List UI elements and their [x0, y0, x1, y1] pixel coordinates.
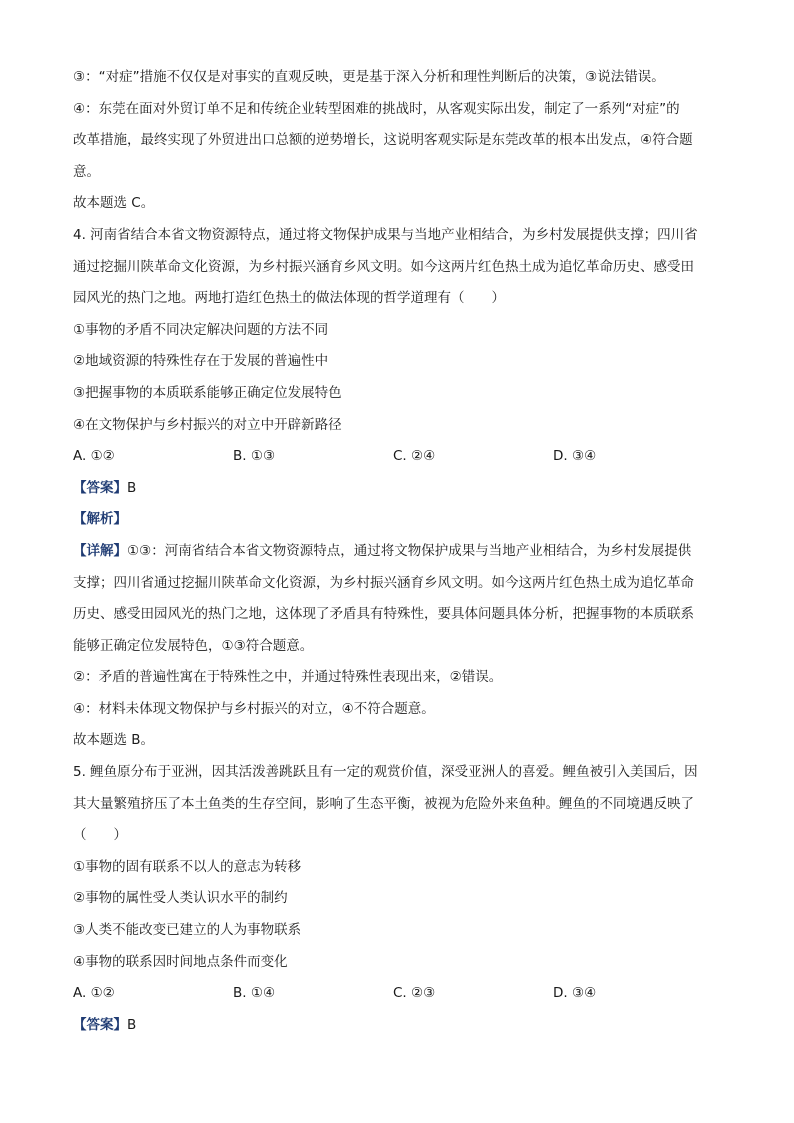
option-a: A. ①② [73, 448, 115, 465]
question-4-analysis [73, 504, 723, 536]
question-4-detail [73, 536, 723, 568]
question-4-statement: ①事物的矛盾不同决定解决问题的方法不同 [73, 321, 329, 338]
analysis-label: 【解析】 [73, 511, 127, 528]
text-line: ④：东莞在面对外贸订单不足和传统企业转型困难的挑战时，从客观实际出发，制定了一系列“对症”的 [73, 100, 680, 117]
option-c: C. ②④ [393, 448, 436, 465]
text-line: 故本题选 C。 [73, 195, 155, 212]
question-4-statement: ④在文物保护与乡村振兴的对立中开辟新路径 [73, 416, 342, 433]
option-a: A. ①② [73, 985, 115, 1002]
question-5-statement: ③人类不能改变已建立的人为事物联系 [73, 922, 302, 939]
text-line: 能够正确定位发展特色，①③符合题意。 [73, 637, 314, 654]
question-4-stem: 4. 河南省结合本省文物资源特点，通过将文物保护成果与当地产业相结合，为乡村发展提供支撑；四川省 [73, 226, 698, 243]
option-d: D. ③④ [553, 985, 597, 1002]
question-4-answer [73, 473, 723, 505]
text-line: 故本题选 B。 [73, 732, 155, 749]
answer-value: B [127, 1016, 137, 1033]
answer-label: 【答案】 [73, 1016, 127, 1033]
question-5-statement: ④事物的联系因时间地点条件而变化 [73, 953, 288, 970]
question-5-stem: （ ） [73, 827, 127, 844]
answer-label: 【答案】 [73, 479, 127, 496]
detail-label: 【详解】 [73, 542, 127, 559]
detail-text: ①③：河南省结合本省文物资源特点，通过将文物保护成果与当地产业相结合，为乡村发展提供 [127, 542, 692, 559]
question-5-stem: 5. 鲤鱼原分布于亚洲，因其活泼善跳跃且有一定的观赏价值，深受亚洲人的喜爱。鲤鱼被引入美国后，因 [73, 764, 698, 781]
option-c: C. ②③ [393, 985, 436, 1002]
question-5-statement: ①事物的固有联系不以人的意志为转移 [73, 858, 302, 875]
option-b: B. ①③ [233, 448, 276, 465]
text-line: 改革措施，最终实现了外贸进出口总额的逆势增长，这说明客观实际是东莞改革的根本出发点，④符合题 [73, 132, 693, 149]
option-b: B. ①④ [233, 985, 276, 1002]
question-5-answer [73, 1010, 723, 1042]
document-body [73, 62, 723, 1041]
text-line: ④：材料未体现文物保护与乡村振兴的对立，④不符合题意。 [73, 700, 435, 717]
question-4-statement: ③把握事物的本质联系能够正确定位发展特色 [73, 384, 342, 401]
text-line: 意。 [73, 163, 100, 180]
option-d: D. ③④ [553, 448, 597, 465]
question-4-stem: 园风光的热门之地。两地打造红色热土的做法体现的哲学道理有（ ） [73, 290, 505, 307]
text-line: 历史、感受田园风光的热门之地，这体现了矛盾具有特殊性，要具体问题具体分析，把握事物的本质联系 [73, 606, 694, 623]
text-line: ③：“对症”措施不仅仅是对事实的直观反映，更是基于深入分析和理性判断后的决策，③说法错误。 [73, 69, 665, 85]
text-line: 支撑；四川省通过挖掘川陕革命文化资源，为乡村振兴涵育乡风文明。如今这两片红色热土成为追忆革命 [73, 574, 694, 591]
question-4-options [73, 441, 723, 473]
text-line: ②：矛盾的普遍性寓在于特殊性之中，并通过特殊性表现出来，②错误。 [73, 669, 503, 686]
question-4-statement: ②地域资源的特殊性存在于发展的普遍性中 [73, 353, 329, 370]
question-5-statement: ②事物的属性受人类认识水平的制约 [73, 890, 288, 907]
question-5-options [73, 978, 723, 1010]
question-5-stem: 其大量繁殖挤压了本土鱼类的生存空间，影响了生态平衡，被视为危险外来鱼种。鲤鱼的不同境遇反映了 [73, 795, 694, 812]
question-4-stem: 通过挖掘川陕革命文化资源，为乡村振兴涵育乡风文明。如今这两片红色热土成为追忆革命历史、感受田 [73, 258, 694, 275]
answer-value: B [127, 479, 137, 496]
